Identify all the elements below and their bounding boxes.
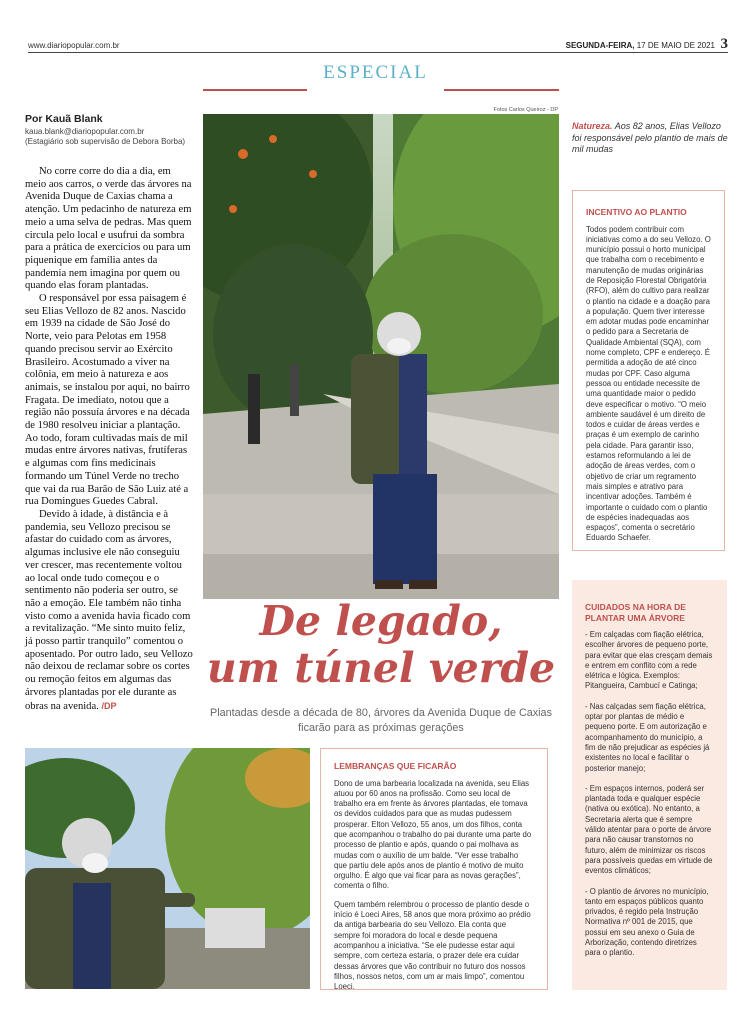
sign-off: /DP	[101, 700, 117, 711]
headline-line: um túnel verde	[206, 644, 556, 692]
care-box	[572, 580, 727, 990]
body-paragraph: O responsável por essa paisagem é seu Elias Vellozo de 82 anos. Nascido em 1939 na cidade de São José do Norte, veio para Pelotas em 1958 quando precisou servir ao Exército Brasileiro. Acostumado a viver na colônia, em meio à natureza e aos animais, se instalou por aqui, no bairro Fragata. De imediato, notou que a região não possuía árvores e na década de 1980 resolveu iniciar a plantação. Ao todo, foram cultivadas mais de mil mudas entre árvores nativas, frutíferas e algumas com fins medicinais formando um Túnel Verde no trecho que vai da rua Barão de São Luiz até a rua Domingues Guedes Cabral.	[25, 293, 190, 508]
incentive-title: INCENTIVO AO PLANTIO	[586, 207, 687, 217]
care-title: CUIDADOS NA HORA DE PLANTAR UMA ÁRVORE	[585, 602, 686, 623]
subhead: Plantadas desde a década de 80, árvores da Avenida Duque de Caxias ficarão para as próximas gerações	[210, 707, 552, 734]
caption-text: Aos 82 anos, Elias Vellozo foi responsável pelo plantio de mais de mil mudas	[572, 121, 728, 154]
page-number: 3	[720, 36, 728, 52]
body-paragraph-text: Devido à idade, à distância e à pandemia, seu Vellozo precisou se afastar do cuidado com as árvores, algumas inclusive ele não conseguiu ver crescer, mas recentemente voltou ao local onde tudo começou e o sentimento não poderia ser outro, se não a emoção. Ele também não tinha visto como a avenida havia ficado com a revitalização. “Me sinto muito feliz, já posso partir tranquilo” comentou o aposentado. Por outro lado, seu Vellozo não deixou de reclamar sobre os cortes ou remoção feitos em algumas das árvores plantadas por ele durante as obras na avenida.	[25, 508, 193, 712]
headline	[203, 598, 559, 692]
care-item: - Nas calçadas sem fiação elétrica, optar por plantas de médio e pequeno porte. E om autorização e acompanhamento do município, a fim de não prejudicar as espécies já existentes no local e facilitar o posterior manejo;	[585, 701, 710, 773]
photo-caption	[572, 121, 732, 156]
memories-box	[320, 748, 548, 990]
incentive-text: Todos podem contribuir com iniciativas como a do seu Vellozo. O município possui o horto municipal que trabalha com o recebimento e manutenção de mudas originárias de Reposição Florestal Obrigatória (RFO), além do cultivo para realizar o plantio na cidade e a doação para a população. Quem tiver interesse em adotar mudas pode encaminhar o pedido para a Secretaria de Qualidade Ambiental (SQA), com nome completo, CPF e endereço. É permitida a adoção de até cinco mudas por CPF. Caso alguma pessoa ou entidade necessite de uma quantidade maior o pedido deve especificar o motivo. “O meio ambiente saudável é um direito de todos e cuidar de áreas verdes e praças é um exemplo de carinho pela cidade. Para garantir isso, estamos reformulando a lei de adoção de áreas verdes, com o objetivo de criar um regramento mais simples e atrativo para incentivar adoções. Também é importante o cuidado com o plantio de espécies inadequadas aos espaços”, comenta o secretário Eduardo Schaefer.	[586, 224, 711, 543]
body-paragraph: No corre corre do dia a dia, em meio aos carros, o verde das árvores na Avenida Duque de Caxias chama a atenção. Um pedacinho de natureza em meio a uma selva de pedras. Mas quem circula pelo local e usufrui da sombra para a prática de exercícios ou para um piquenique em família antes da pandemia nem imagina por quem ou quando elas foram plantadas.	[25, 166, 192, 292]
memories-title: LEMBRANÇAS QUE FICARÃO	[334, 761, 457, 771]
care-item: - Em calçadas com fiação elétrica, escolher árvores de pequeno porte, para evitar que elas cresçam demais e entrem em conflito com a rede elétrica e lógica. Exemplos: Pitangueira, Cambucí e Catinga;	[585, 630, 713, 691]
section-rule-right	[444, 89, 559, 91]
care-item: - Em espaços internos, poderá ser plantada toda e qualquer espécie (nativa ou exótica). No entanto, a Secretaria alerta que é sempre válido atentar para o porte de árvore para não causar transtornos no futuro, além de minimizar os riscos para possíveis quedas em virtude de eventos climáticos;	[585, 783, 713, 876]
memories-paragraph: Quem também relembrou o processo de plantio desde o início é Loeci Aires, 58 anos que mora próximo ao prédio da antiga barbearia do seu Vellozo. Ela conta que sempre foi moradora do local e desde pequena acompanhou a iniciativa. “Se ele pudesse estar aqui sempre, com certeza estaria, o prazer dele era cuidar dessas árvores que vão contribuir no futuro dos nossos filhos, nossos netos, com um ar mais limpo”, comentou Loeci.	[334, 899, 531, 992]
body-paragraph	[25, 509, 193, 713]
article-body	[25, 166, 193, 713]
headline-line: De legado,	[259, 597, 503, 645]
memories-text	[334, 779, 533, 993]
date: 17 DE MAIO DE 2021	[636, 41, 715, 50]
weekday: SEGUNDA-FEIRA,	[565, 41, 635, 50]
care-list	[585, 630, 714, 959]
photo-credit: Fotos Carlos Queiroz - DP	[493, 107, 558, 113]
issue-date	[566, 41, 715, 50]
header-divider	[28, 52, 728, 53]
care-item: - O plantio de árvores no município, tanto em espaços públicos quanto privados, é regido pela Instrução Normativa nº 001 de 2015, que possui em seu anexo o Guia de Arborização, contendo diretrizes para o plantio.	[585, 886, 709, 958]
author-email[interactable]: kaua.blank@diariopopular.com.br	[25, 127, 145, 136]
author-note: (Estagiário sob supervisão de Debora Borba)	[25, 137, 186, 146]
secondary-photo	[25, 748, 310, 989]
incentive-box	[572, 190, 725, 551]
author-name: Por Kauã Blank	[25, 113, 103, 125]
main-photo	[203, 114, 559, 599]
memories-paragraph: Dono de uma barbearia localizada na avenida, seu Elias atuou por 60 anos na profissão. Como seu local de trabalho era em frente às árvores plantadas, ele tomava os devidos cuidados para que as mudas pudessem prosperar. Elton Vellozo, 55 anos, um dos filhos, conta que acompanhou o trabalho do pai durante uma parte do processo de plantio e após, quando o pai molhava as mudas com o auxílio de um balde. “Ver esse trabalho que partiu dele após anos de plantio é motivo de muito orgulho. É algo que vai ficar para as novas gerações”, comenta o filho.	[334, 778, 532, 891]
section-title: ESPECIAL	[323, 62, 428, 83]
caption-lead: Natureza.	[572, 121, 613, 131]
section-rule-left	[203, 89, 307, 91]
site-url: www.diariopopular.com.br	[28, 41, 120, 50]
